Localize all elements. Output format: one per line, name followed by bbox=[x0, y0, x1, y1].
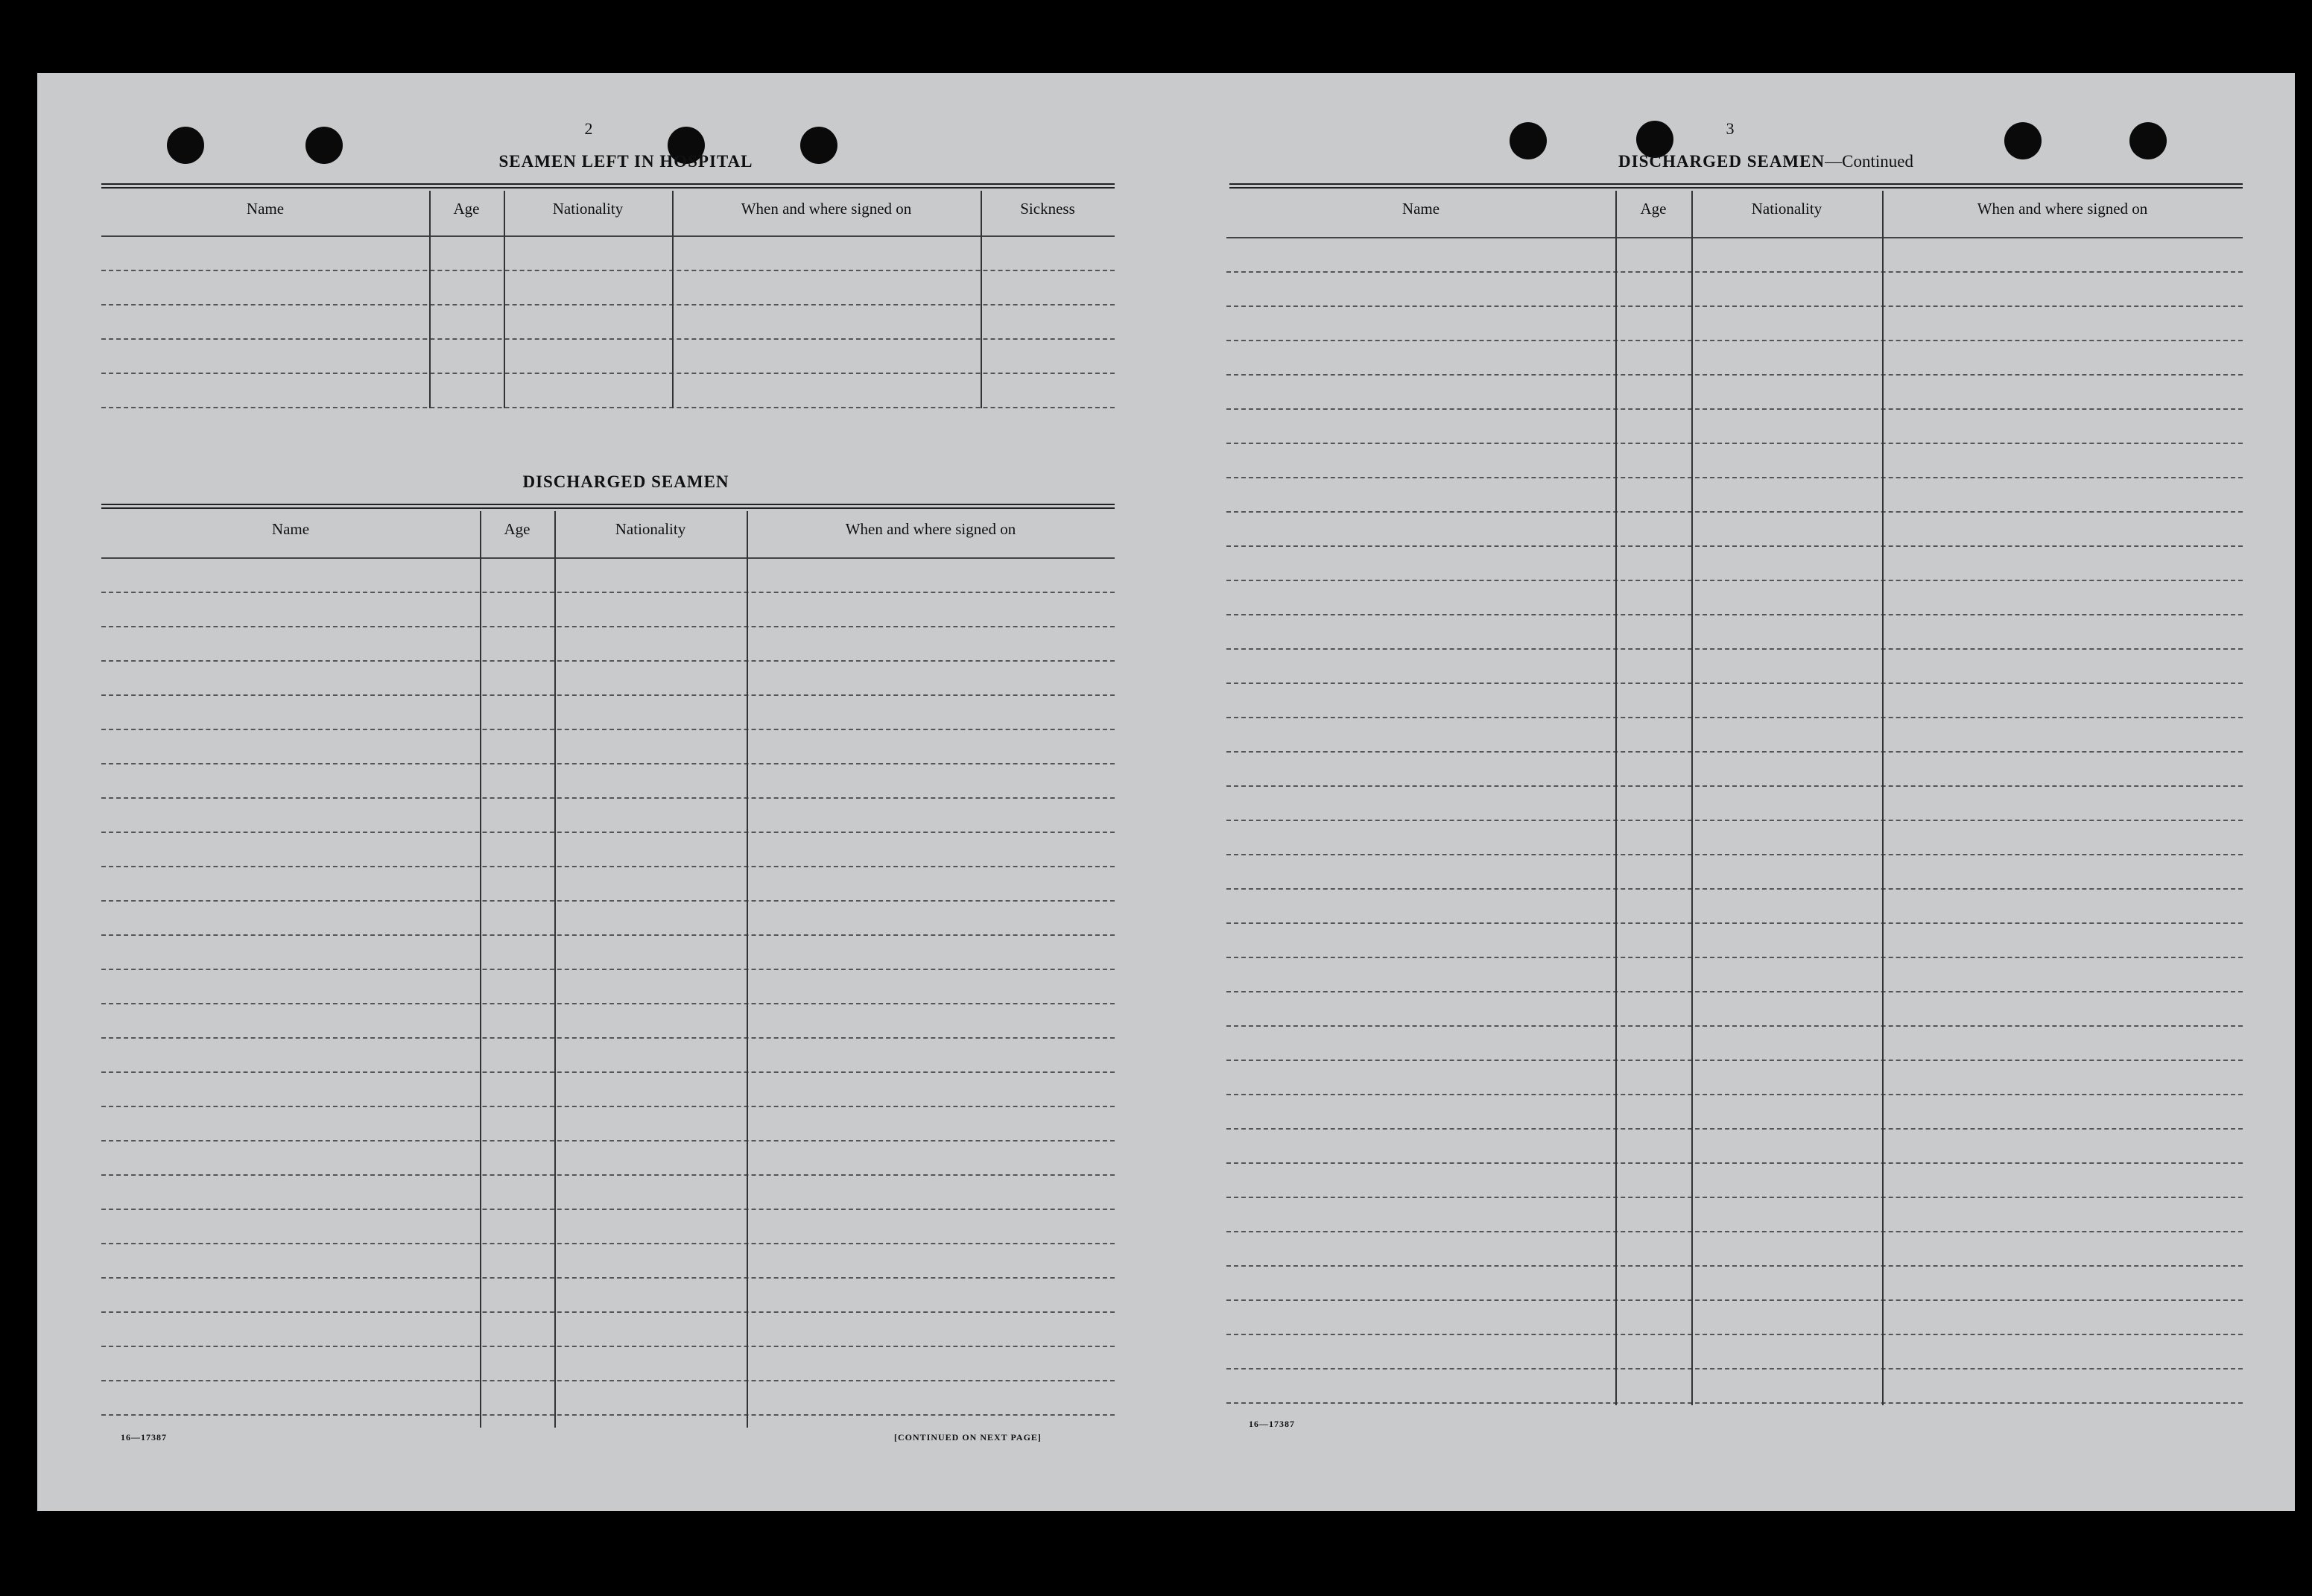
column-header: Age bbox=[504, 520, 531, 538]
title-main: DISCHARGED SEAMEN bbox=[1618, 152, 1825, 171]
header-rule bbox=[101, 235, 1115, 237]
entry-row-line bbox=[1226, 374, 2243, 376]
header-rule bbox=[1226, 237, 2243, 238]
entry-row-line bbox=[1226, 991, 2243, 992]
entry-row-line bbox=[1226, 271, 2243, 273]
punch-hole bbox=[305, 127, 343, 164]
column-divider bbox=[672, 191, 674, 408]
column-header: Name bbox=[1402, 200, 1440, 218]
column-divider bbox=[429, 191, 431, 408]
entry-row-line bbox=[1226, 1197, 2243, 1198]
entry-row-line bbox=[1226, 443, 2243, 444]
right-top-rule bbox=[1229, 183, 2243, 189]
column-header: When and where signed on bbox=[845, 520, 1016, 538]
column-divider bbox=[504, 191, 505, 408]
entry-row-line bbox=[1226, 1368, 2243, 1369]
continued-note: [CONTINUED ON NEXT PAGE] bbox=[894, 1432, 1042, 1443]
entry-row-line bbox=[1226, 785, 2243, 787]
entry-row-line bbox=[101, 1209, 1115, 1210]
entry-row-line bbox=[1226, 820, 2243, 821]
entry-row-line bbox=[1226, 1334, 2243, 1335]
discharged-section-title: DISCHARGED SEAMEN bbox=[522, 472, 729, 491]
entry-row-line bbox=[101, 1311, 1115, 1313]
entry-row-line bbox=[101, 1414, 1115, 1416]
entry-row-line bbox=[101, 866, 1115, 867]
entry-row-line bbox=[101, 900, 1115, 902]
register-sheet bbox=[37, 73, 2295, 1511]
title-continued: —Continued bbox=[1825, 152, 1913, 171]
hospital-top-rule bbox=[101, 183, 1115, 189]
discharged-table bbox=[101, 511, 1115, 1491]
column-divider bbox=[1615, 191, 1617, 1405]
column-divider bbox=[747, 511, 748, 1428]
entry-row-line bbox=[101, 592, 1115, 593]
page-number-left: 2 bbox=[584, 119, 593, 138]
entry-row-line bbox=[1226, 340, 2243, 341]
entry-row-line bbox=[1226, 580, 2243, 581]
entry-row-line bbox=[1226, 1025, 2243, 1027]
column-header: Nationality bbox=[615, 520, 686, 538]
entry-row-line bbox=[1226, 751, 2243, 753]
entry-row-line bbox=[101, 338, 1115, 340]
discharged-continued-title bbox=[1513, 152, 2019, 171]
entry-row-line bbox=[1226, 1162, 2243, 1164]
column-divider bbox=[554, 511, 556, 1428]
entry-row-line bbox=[101, 407, 1115, 408]
entry-row-line bbox=[101, 1003, 1115, 1004]
entry-row-line bbox=[1226, 1231, 2243, 1232]
entry-row-line bbox=[101, 304, 1115, 305]
entry-row-line bbox=[101, 1071, 1115, 1073]
entry-row-line bbox=[101, 1277, 1115, 1279]
column-divider bbox=[480, 511, 481, 1428]
header-rule bbox=[101, 557, 1115, 559]
entry-row-line bbox=[1226, 1060, 2243, 1061]
entry-row-line bbox=[1226, 1299, 2243, 1301]
entry-row-line bbox=[101, 373, 1115, 374]
column-header: Sickness bbox=[1020, 200, 1075, 218]
entry-row-line bbox=[101, 660, 1115, 662]
entry-row-line bbox=[101, 934, 1115, 936]
entry-row-line bbox=[101, 1346, 1115, 1347]
column-header: Nationality bbox=[552, 200, 624, 218]
discharged-top-rule bbox=[101, 504, 1115, 509]
column-divider bbox=[1691, 191, 1693, 1405]
discharged-continued-table bbox=[1226, 191, 2243, 1480]
page-number-right: 3 bbox=[1726, 119, 1735, 138]
form-number-left: 16—17387 bbox=[121, 1432, 167, 1443]
entry-row-line bbox=[101, 626, 1115, 627]
column-divider bbox=[981, 191, 982, 408]
entry-row-line bbox=[101, 729, 1115, 730]
entry-row-line bbox=[1226, 1128, 2243, 1130]
hospital-section-title: SEAMEN LEFT IN HOSPITAL bbox=[498, 152, 753, 171]
entry-row-line bbox=[1226, 1094, 2243, 1095]
entry-row-line bbox=[101, 1140, 1115, 1141]
entry-row-line bbox=[1226, 854, 2243, 855]
entry-row-line bbox=[101, 832, 1115, 833]
entry-row-line bbox=[1226, 305, 2243, 307]
entry-row-line bbox=[101, 270, 1115, 271]
entry-row-line bbox=[1226, 477, 2243, 478]
column-header: Name bbox=[271, 520, 310, 538]
entry-row-line bbox=[101, 694, 1115, 696]
entry-row-line bbox=[1226, 648, 2243, 650]
entry-row-line bbox=[101, 1106, 1115, 1107]
entry-row-line bbox=[101, 1174, 1115, 1176]
form-number-right: 16—17387 bbox=[1249, 1419, 1295, 1429]
punch-hole bbox=[2129, 122, 2167, 159]
entry-row-line bbox=[1226, 511, 2243, 513]
entry-row-line bbox=[1226, 408, 2243, 410]
entry-row-line bbox=[1226, 1265, 2243, 1267]
entry-row-line bbox=[1226, 922, 2243, 924]
column-header: Age bbox=[1640, 200, 1667, 218]
entry-row-line bbox=[101, 969, 1115, 970]
column-header: When and where signed on bbox=[1977, 200, 2148, 218]
entry-row-line bbox=[1226, 957, 2243, 958]
column-header: When and where signed on bbox=[741, 200, 912, 218]
column-header: Nationality bbox=[1751, 200, 1822, 218]
column-header: Age bbox=[453, 200, 480, 218]
entry-row-line bbox=[1226, 888, 2243, 890]
column-header: Name bbox=[246, 200, 285, 218]
punch-hole bbox=[167, 127, 204, 164]
entry-row-line bbox=[1226, 545, 2243, 547]
entry-row-line bbox=[1226, 717, 2243, 718]
entry-row-line bbox=[1226, 683, 2243, 684]
entry-row-line bbox=[101, 763, 1115, 764]
entry-row-line bbox=[101, 1380, 1115, 1381]
entry-row-line bbox=[101, 1243, 1115, 1244]
entry-row-line bbox=[101, 797, 1115, 799]
column-divider bbox=[1882, 191, 1884, 1405]
entry-row-line bbox=[1226, 614, 2243, 615]
entry-row-line bbox=[1226, 1402, 2243, 1404]
entry-row-line bbox=[101, 1037, 1115, 1039]
